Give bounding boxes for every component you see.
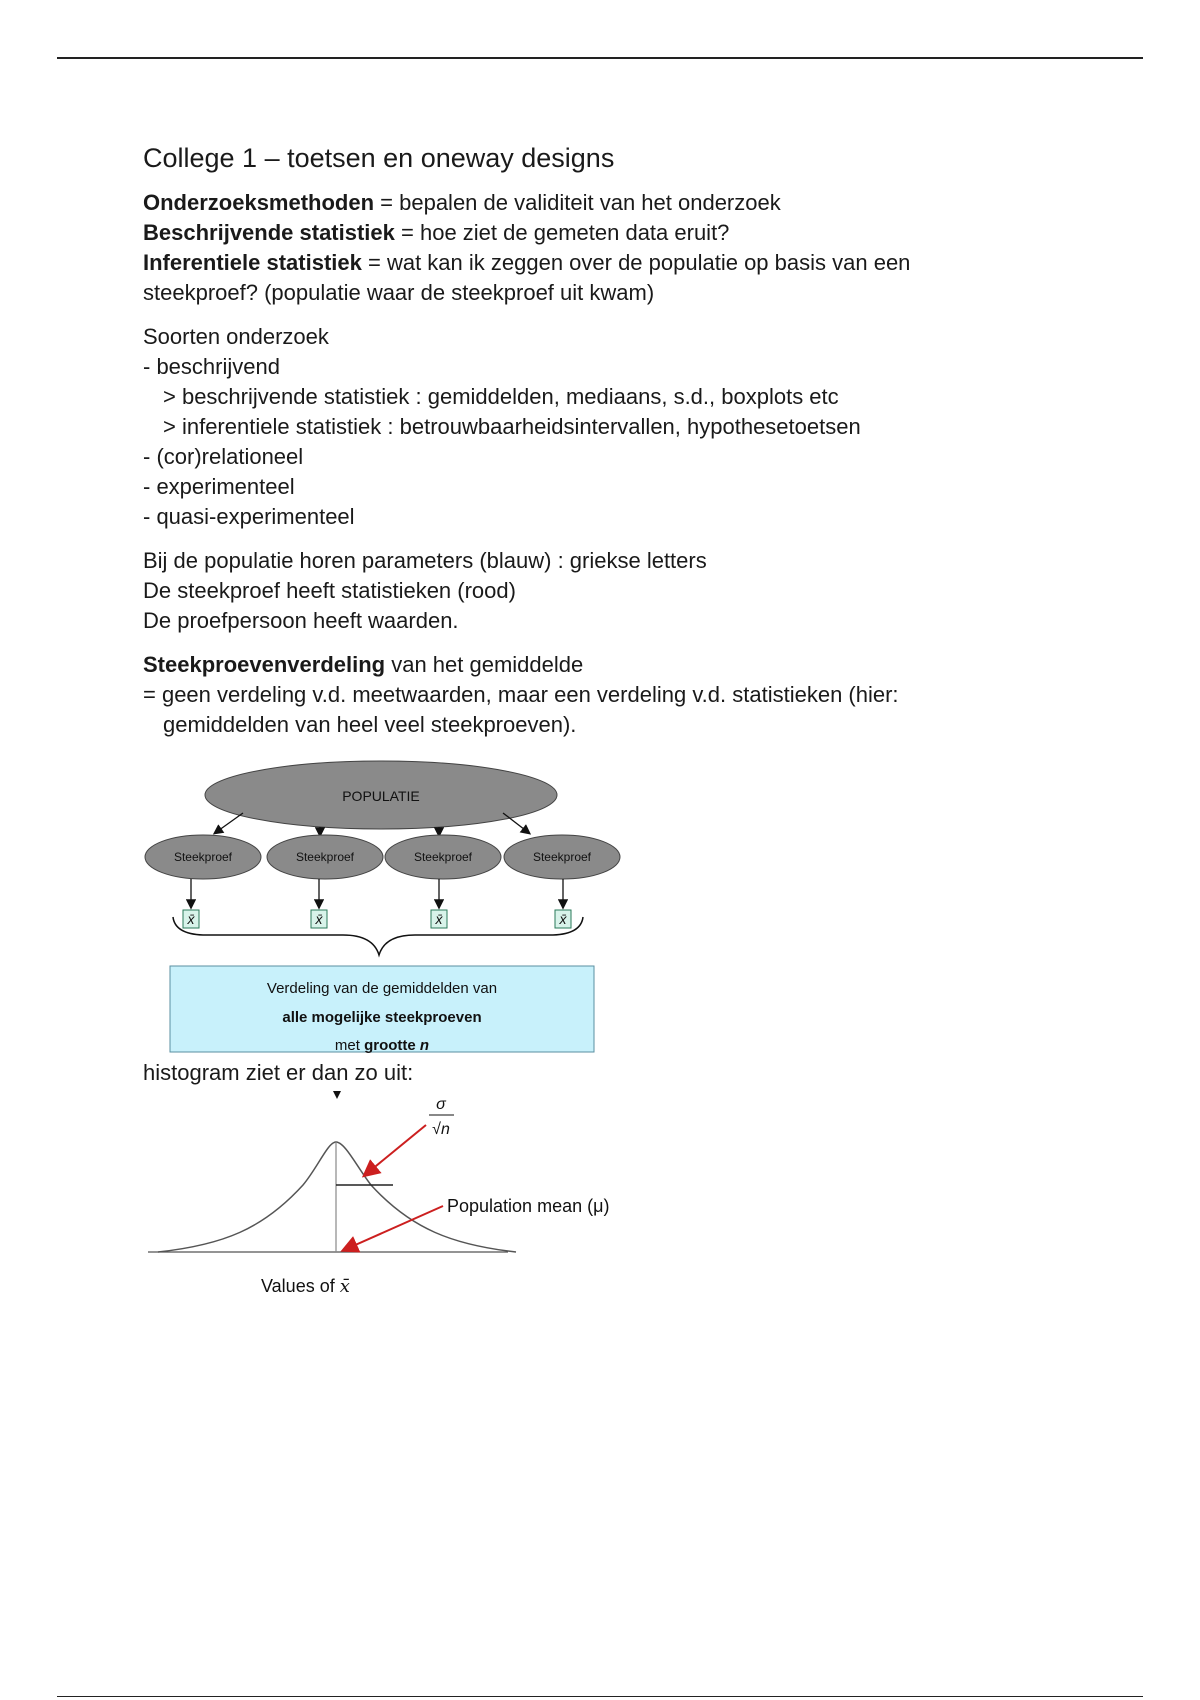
definition-text: = hoe ziet de gemeten data eruit? bbox=[394, 220, 730, 245]
arrow bbox=[215, 813, 243, 833]
definition-text: van het gemiddelde bbox=[385, 652, 584, 677]
soorten-heading: Soorten onderzoek bbox=[143, 324, 329, 349]
list-item: - experimenteel bbox=[143, 474, 295, 499]
histogram-caption: histogram ziet er dan zo uit: bbox=[143, 1060, 414, 1085]
list-item: - beschrijvend bbox=[143, 354, 280, 379]
sample-label: Steekproef bbox=[295, 850, 355, 864]
text-line: = geen verdeling v.d. meetwaarden, maar een verdeling v.d. statistieken (hier: bbox=[143, 682, 899, 707]
mean-arrow bbox=[344, 1206, 443, 1250]
list-subitem: > beschrijvende statistiek : gemiddelden, mediaans, s.d., boxplots etc bbox=[163, 384, 839, 409]
page-title: College 1 – toetsen en oneway designs bbox=[143, 143, 615, 173]
sample-label: Steekproef bbox=[173, 850, 233, 864]
population-label: POPULATIE bbox=[342, 788, 420, 804]
definition-line bbox=[143, 218, 1043, 248]
definition-text: = wat kan ik zeggen over de populatie op basis van een bbox=[361, 250, 911, 275]
marker-triangle bbox=[333, 1091, 341, 1099]
population-mean-label: Population mean (μ) bbox=[447, 1196, 610, 1216]
text-line: gemiddelden van heel veel steekproeven). bbox=[163, 712, 577, 737]
footer-rule bbox=[57, 1696, 1143, 1697]
definition-continuation: steekproef? (populatie waar de steekproef uit kwam) bbox=[143, 280, 655, 305]
text-line: De proefpersoon heeft waarden. bbox=[143, 608, 459, 633]
sample-label: Steekproef bbox=[413, 850, 473, 864]
box-line: met grootte n bbox=[334, 1037, 430, 1054]
definition-line bbox=[143, 188, 1043, 218]
soorten-block bbox=[143, 322, 1043, 532]
list-item: - quasi-experimenteel bbox=[143, 504, 355, 529]
sd-arrow bbox=[365, 1125, 426, 1175]
box-line: Verdeling van de gemiddelden van bbox=[266, 980, 498, 997]
definitions-block bbox=[143, 188, 1043, 308]
definition-text: = bepalen de validiteit van het onderzoek bbox=[374, 190, 781, 215]
brace bbox=[173, 917, 583, 955]
text-line: Bij de populatie horen parameters (blauw) : griekse letters bbox=[143, 548, 707, 573]
mean-symbol: x̄ bbox=[559, 911, 567, 927]
values-label: Values of x̄ bbox=[261, 1276, 350, 1297]
list-item: - (cor)relationeel bbox=[143, 444, 304, 469]
steekproef-heading bbox=[143, 650, 1043, 680]
populatie-block bbox=[143, 546, 1043, 636]
mean-symbol: x̄ bbox=[187, 911, 195, 927]
header-rule bbox=[57, 57, 1143, 59]
definition-term: Inferentiele statistiek bbox=[143, 250, 362, 275]
list-subitem: > inferentiele statistiek : betrouwbaarheidsintervallen, hypothesetoetsen bbox=[163, 414, 861, 439]
box-line: alle mogelijke steekproeven bbox=[282, 1009, 482, 1026]
sqrt-n-symbol: √n bbox=[432, 1121, 450, 1138]
definition-term: Beschrijvende statistiek bbox=[143, 220, 395, 245]
sampling-diagram bbox=[143, 757, 623, 1055]
document-body bbox=[143, 140, 1043, 754]
text-line: De steekproef heeft statistieken (rood) bbox=[143, 578, 516, 603]
definition-line bbox=[143, 248, 1043, 278]
mean-symbol: x̄ bbox=[435, 911, 443, 927]
definition-term: Steekproevenverdeling bbox=[143, 652, 386, 677]
definition-term: Onderzoeksmethoden bbox=[143, 190, 375, 215]
steekproef-block bbox=[143, 650, 1043, 740]
mean-symbol: x̄ bbox=[315, 911, 323, 927]
sample-label: Steekproef bbox=[532, 850, 592, 864]
sigma-symbol: σ bbox=[436, 1096, 446, 1113]
sampling-curve bbox=[143, 1085, 663, 1300]
